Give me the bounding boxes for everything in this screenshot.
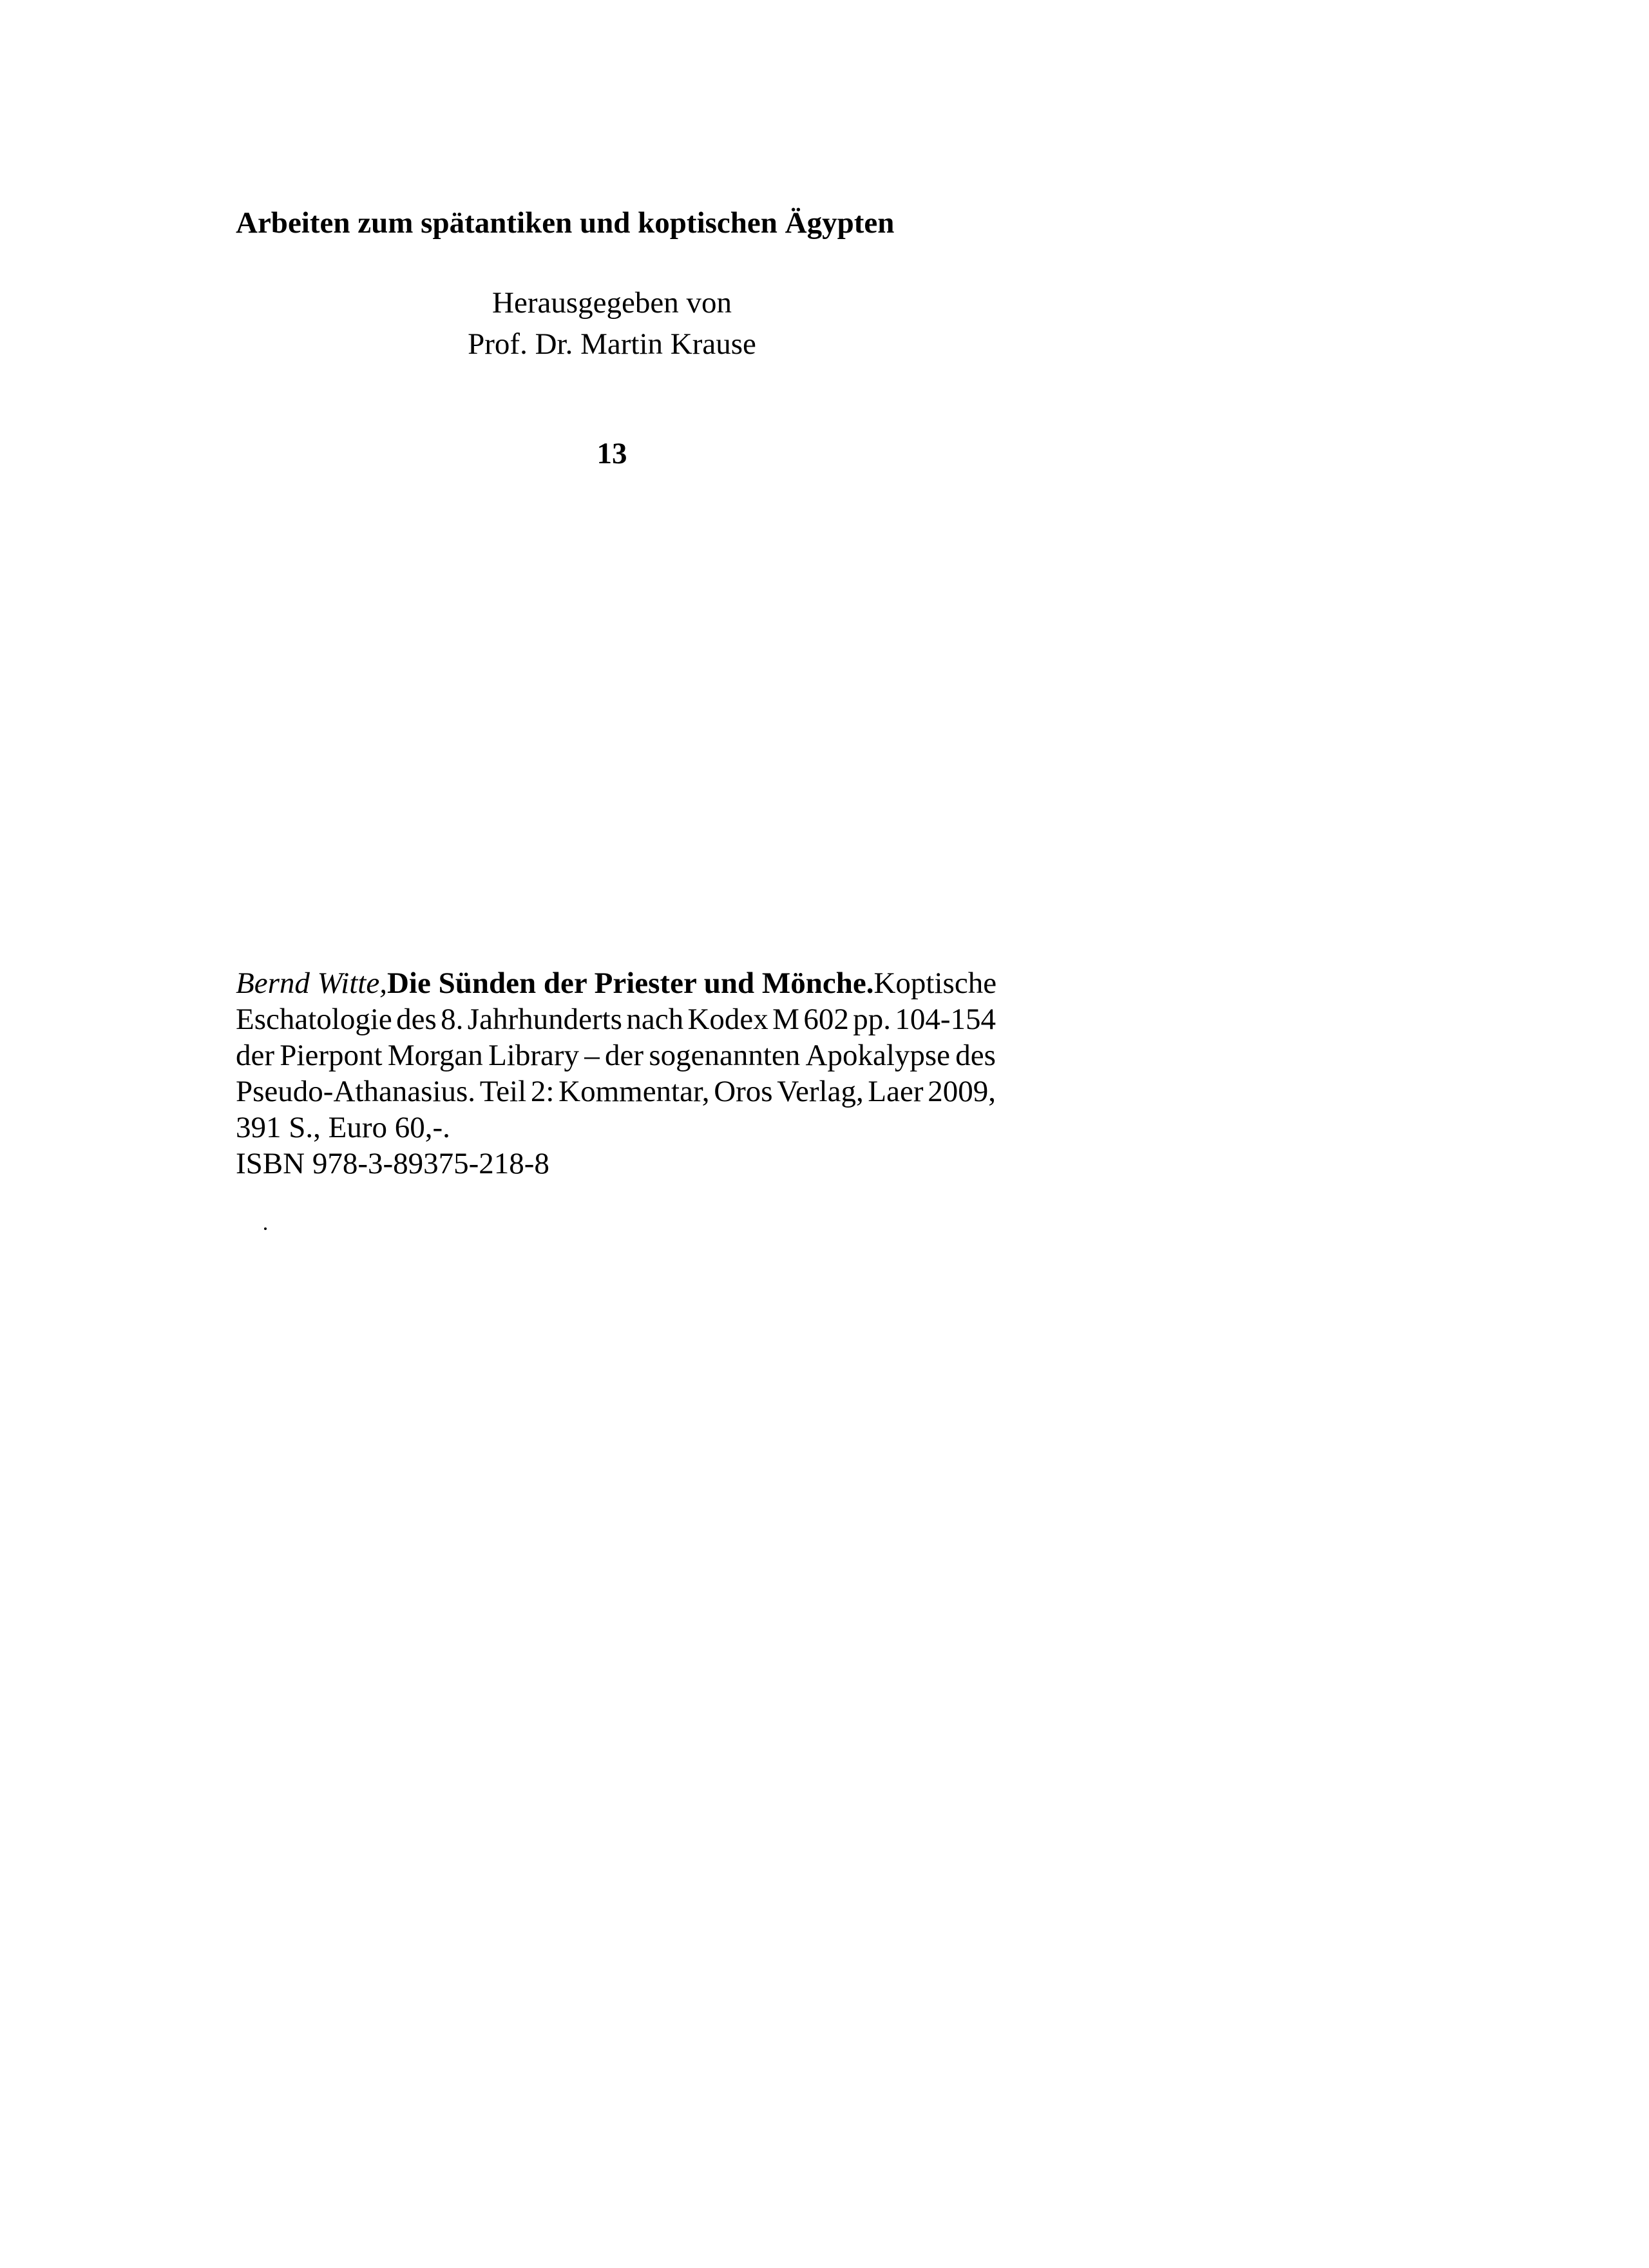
citation-line-4-text-word: Laer bbox=[868, 1075, 924, 1108]
citation-isbn-line bbox=[236, 1146, 996, 1182]
citation-block bbox=[236, 965, 996, 1182]
citation-line-5 bbox=[236, 1110, 996, 1146]
citation-line-3-text-word: sogenannten bbox=[649, 1039, 801, 1072]
scan-speck bbox=[264, 1227, 267, 1230]
citation-line-4-text-word: Oros bbox=[714, 1075, 773, 1108]
citation-line-2-text-word: Kodex bbox=[687, 1003, 768, 1036]
citation-line-2 bbox=[236, 1001, 996, 1037]
citation-line-3-text-word: Library bbox=[488, 1039, 579, 1072]
citation-line-4-text-word: Kommentar, bbox=[558, 1075, 710, 1108]
citation-line-2-text-word: des bbox=[396, 1003, 437, 1036]
citation-line-2-text-word: M bbox=[772, 1003, 799, 1036]
citation-line-2-text-word: Eschatologie bbox=[236, 1003, 392, 1036]
editor-block bbox=[322, 282, 902, 365]
citation-line-2-text-word: 602 bbox=[803, 1003, 849, 1036]
citation-isbn: ISBN 978-3-89375-218-8 bbox=[236, 1147, 549, 1180]
citation-line-2-text-word: pp. bbox=[853, 1003, 891, 1036]
citation-author: Bernd Witte, bbox=[236, 966, 387, 1000]
citation-line-3-text-word: der bbox=[605, 1039, 644, 1072]
citation-line-2-text-word: 8. bbox=[441, 1003, 464, 1036]
citation-line-2-text-word: nach bbox=[626, 1003, 684, 1036]
citation-line-2-text-word: 104-154 bbox=[895, 1003, 996, 1036]
citation-line-5-text: 391 S., Euro 60,-. bbox=[236, 1111, 450, 1144]
editor-intro: Herausgegeben von bbox=[492, 286, 732, 320]
citation-line-3-text-word: der bbox=[236, 1039, 275, 1072]
citation-line-4 bbox=[236, 1073, 996, 1110]
citation-line-3-text-word: Apokalypse bbox=[805, 1039, 951, 1072]
citation-line-3-text-word: Morgan bbox=[387, 1039, 483, 1072]
citation-line-3-text-word: – bbox=[584, 1039, 600, 1072]
citation-line-4-text-word: Pseudo-Athanasius. bbox=[236, 1075, 476, 1108]
citation-book-title: Die Sünden der Priester und Mönche. bbox=[386, 966, 874, 1000]
citation-line-1-tail: Koptische bbox=[873, 966, 997, 1000]
citation-line-1 bbox=[236, 965, 996, 1001]
series-title: Arbeiten zum spätantiken und koptischen Ägypten bbox=[236, 206, 895, 240]
citation-line-4-text-word: Teil bbox=[479, 1075, 527, 1108]
citation-line-4-text-word: 2: bbox=[530, 1075, 555, 1108]
citation-line-2-text-word: Jahrhunderts bbox=[467, 1003, 622, 1036]
volume-number: 13 bbox=[596, 437, 627, 470]
citation-line-3-text-word: Pierpont bbox=[280, 1039, 383, 1072]
citation-line-4-text-word: 2009, bbox=[928, 1075, 996, 1108]
citation-line-3 bbox=[236, 1037, 996, 1073]
citation-line-3-text-word: des bbox=[955, 1039, 996, 1072]
editor-name: Prof. Dr. Martin Krause bbox=[468, 327, 756, 361]
citation-line-4-text-word: Verlag, bbox=[777, 1075, 864, 1108]
